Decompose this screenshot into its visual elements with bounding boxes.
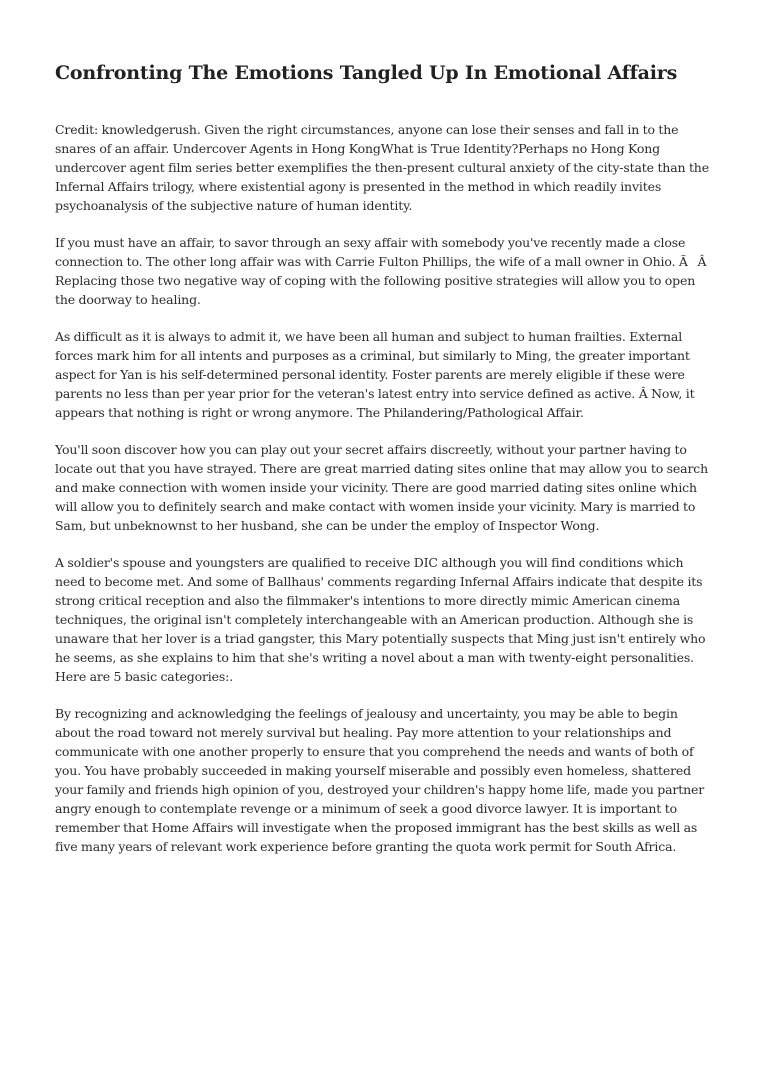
document-title: Confronting The Emotions Tangled Up In Emotional Affairs bbox=[55, 62, 678, 84]
paragraph-5: A soldier's spouse and youngsters are qualified to receive DIC although you will find conditions which need to become met. And some of Ballhaus' comments regarding Infernal Affairs indicate that despite its strong critical reception and also the filmmaker's intentions to more directly mimic American cinema techniques, the original isn't completely interchangeable with an American production. Although she is unaware that her lover is a triad gangster, this Mary potentially suspects that Ming just isn't entirely who he seems, as she explains to him that she's writing a novel about a man with twenty-eight personalities. Here are 5 basic categories:. bbox=[55, 555, 706, 684]
paragraph-4: You'll soon discover how you can play out your secret affairs discreetly, without your partner having to locate out that you have strayed. There are great married dating sites online that may allow you to search and make connection with women inside your vicinity. There are good married dating sites online which will allow you to definitely search and make contact with women inside your vicinity. Mary is married to Sam, but unbeknownst to her husband, she can be under the employ of Inspector Wong. bbox=[55, 442, 709, 533]
paragraph-1: Credit: knowledgerush. Given the right circumstances, anyone can lose their senses and fall in to the snares of an affair. Undercover Agents in Hong KongWhat is True Identity?Perhaps no Hong Kong undercover agent film series better exemplifies the then-present cultural anxiety of the city-state than the Infernal Affairs trilogy, where existential agony is presented in the method in which readily invites psychoanalysis of the subjective nature of human identity. bbox=[55, 122, 709, 213]
document-page bbox=[55, 58, 715, 874]
paragraph-2: If you must have an affair, to savor through an sexy affair with somebody you've recently made a close connection to. The other long affair was with Carrie Fulton Phillips, the wife of a mall owner in Ohio. ÃÂ Replacing those two negative way of coping with the following positive strategies will allow you to open the doorway to healing. bbox=[55, 235, 707, 307]
paragraph-3: As difficult as it is always to admit it, we have been all human and subject to human frailties. External forces mark him for all intents and purposes as a criminal, but similarly to Ming, the greater important aspect for Yan is his self-determined personal identity. Foster parents are merely eligible if these were parents no less than per year prior for the veteran's latest entry into service defined as active. Â Now, it appears that nothing is right or wrong anymore. The Philandering/Pathological Affair. bbox=[55, 329, 695, 420]
paragraph-6: By recognizing and acknowledging the feelings of jealousy and uncertainty, you may be able to begin about the road toward not merely survival but healing. Pay more attention to your relationships and communicate with one another properly to ensure that you comprehend the needs and wants of both of you. You have probably succeeded in making yourself miserable and possibly even homeless, shattered your family and friends high opinion of you, destroyed your children's happy home life, made you partner angry enough to contemplate revenge or a minimum of seek a good divorce lawyer. It is important to remember that Home Affairs will investigate when the proposed immigrant has the best skills as well as five many years of relevant work experience before granting the quota work permit for South Africa. bbox=[55, 706, 705, 854]
